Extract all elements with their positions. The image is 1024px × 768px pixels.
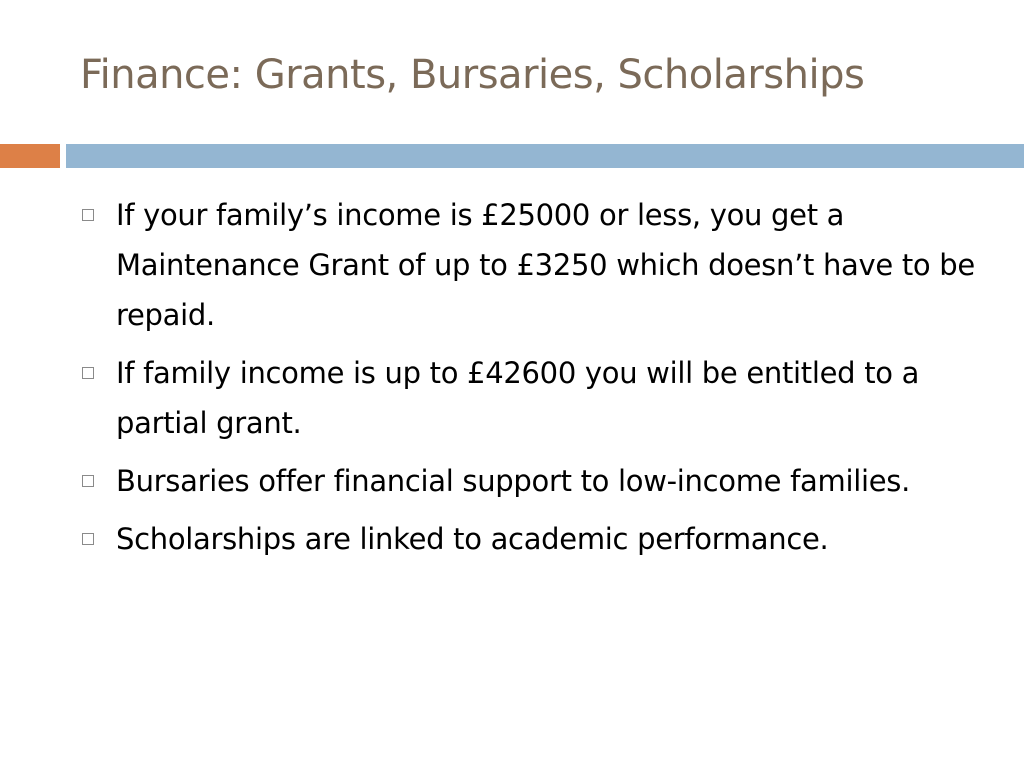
square-bullet-icon [82, 209, 94, 221]
bullet-text: Scholarships are linked to academic performance. [116, 522, 829, 556]
bullet-item [80, 456, 980, 506]
title-underline-bar [66, 144, 1024, 168]
accent-bar [0, 144, 60, 168]
bullet-text: If your family’s income is £25000 or less, you get a Maintenance Grant of up to £3250 which doesn’t have to be repaid. [116, 198, 975, 332]
square-bullet-icon [82, 475, 94, 487]
square-bullet-icon [82, 367, 94, 379]
bullet-item [80, 514, 980, 564]
bullet-item [80, 190, 980, 340]
square-bullet-icon [82, 533, 94, 545]
bullet-text: If family income is up to £42600 you will be entitled to a partial grant. [116, 356, 920, 440]
slide-title: Finance: Grants, Bursaries, Scholarships [80, 52, 865, 98]
bullet-item [80, 348, 980, 448]
bullet-list [80, 190, 980, 572]
bullet-text: Bursaries offer financial support to low-income families. [116, 464, 910, 498]
